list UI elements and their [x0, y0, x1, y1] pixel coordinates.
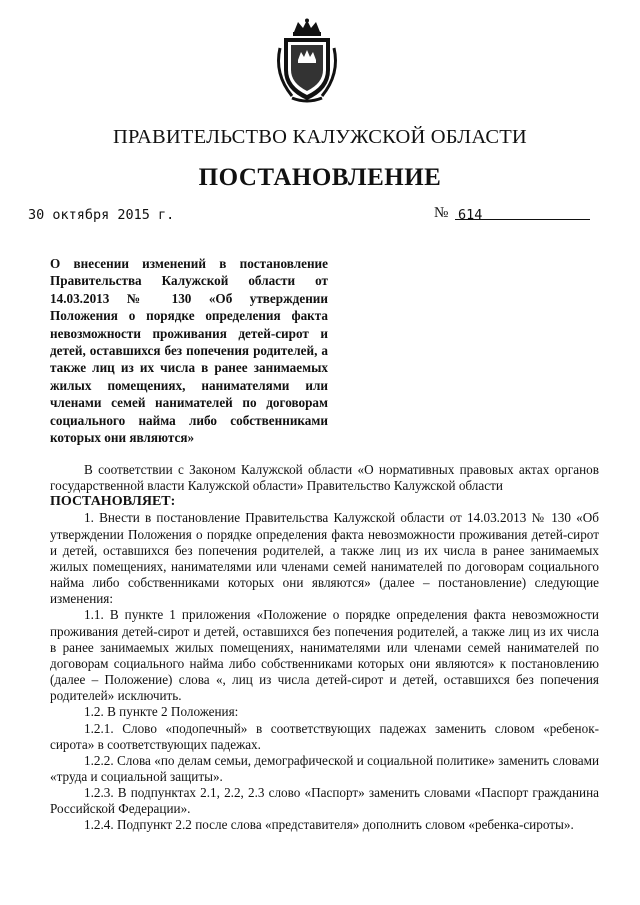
paragraph-1-2-1: 1.2.1. Слово «подопечный» в соответствующих падежах заменить словом «ребенок-сирота» в соответствующих падежах.	[50, 720, 599, 752]
paragraph-1-1: 1.1. В пункте 1 приложения «Положение о порядке определения факта невозможности проживания детей-сирот и детей, оставшихся без попечения родителей, а также лиц из их числа в ранее занимаемых жилых помещениях, нанимателями или членами семей нанимателей по договорам социального найма либо собственниками которых они являются» к постановлению (далее – Положение) слова «, лиц из числа детей-сирот и детей, оставшихся без попечения родителей» исключить.	[50, 607, 599, 704]
preamble-paragraph: В соответствии с Законом Калужской области «О нормативных правовых актах органов государственной власти Калужской области» Правительство Калужской области	[50, 462, 599, 494]
paragraph-1-2: 1.2. В пункте 2 Положения:	[84, 704, 239, 720]
paragraph-1: 1. Внести в постановление Правительства Калужской области от 14.03.2013 № 130 «Об утверждении Положения о порядке определения факта невозможности проживания детей-сирот и детей, оставшихся без попечения родителей, а также лиц из их числа в ранее занимаемых жилых помещениях, нанимателями или членами семей нанимателей по договорам социального найма либо собственниками которых они являются» (далее – постановление) следующие изменения:	[50, 510, 599, 607]
document-number: 614	[458, 207, 483, 223]
paragraph-1-2-2: 1.2.2. Слова «по делам семьи, демографической и социальной политике» заменить словами «труда и социальной защиты».	[50, 752, 599, 784]
kaluga-coat-of-arms-icon	[272, 18, 342, 104]
document-type: ПОСТАНОВЛЕНИЕ	[198, 164, 442, 191]
document-title: О внесении изменений в постановление Правительства Калужской области от 14.03.2013 № 130 «Об утверждении Положения о порядке определения факта невозможности проживания детей-сирот и детей, оставшихся без попечения родителей, а также лиц из их числа в ранее занимаемых жилых помещениях, нанимателями или членами семей нанимателей по договорам социального найма либо собственниками которых они являются»	[50, 256, 328, 446]
decides-heading: ПОСТАНОВЛЯЕТ:	[50, 494, 176, 510]
document-date: 30 октября 2015 г.	[28, 207, 175, 223]
paragraph-1-2-4: 1.2.4. Подпункт 2.2 после слова «представителя» дополнить словом «ребенка-сироты».	[84, 817, 574, 833]
number-label: №	[434, 205, 449, 221]
document-body	[50, 462, 599, 834]
government-name: ПРАВИТЕЛЬСТВО КАЛУЖСКОЙ ОБЛАСТИ	[113, 126, 527, 148]
paragraph-1-2-3: 1.2.3. В подпунктах 2.1, 2.2, 2.3 слово «Паспорт» заменить словами «Паспорт гражданина Российской Федерации».	[50, 785, 599, 817]
